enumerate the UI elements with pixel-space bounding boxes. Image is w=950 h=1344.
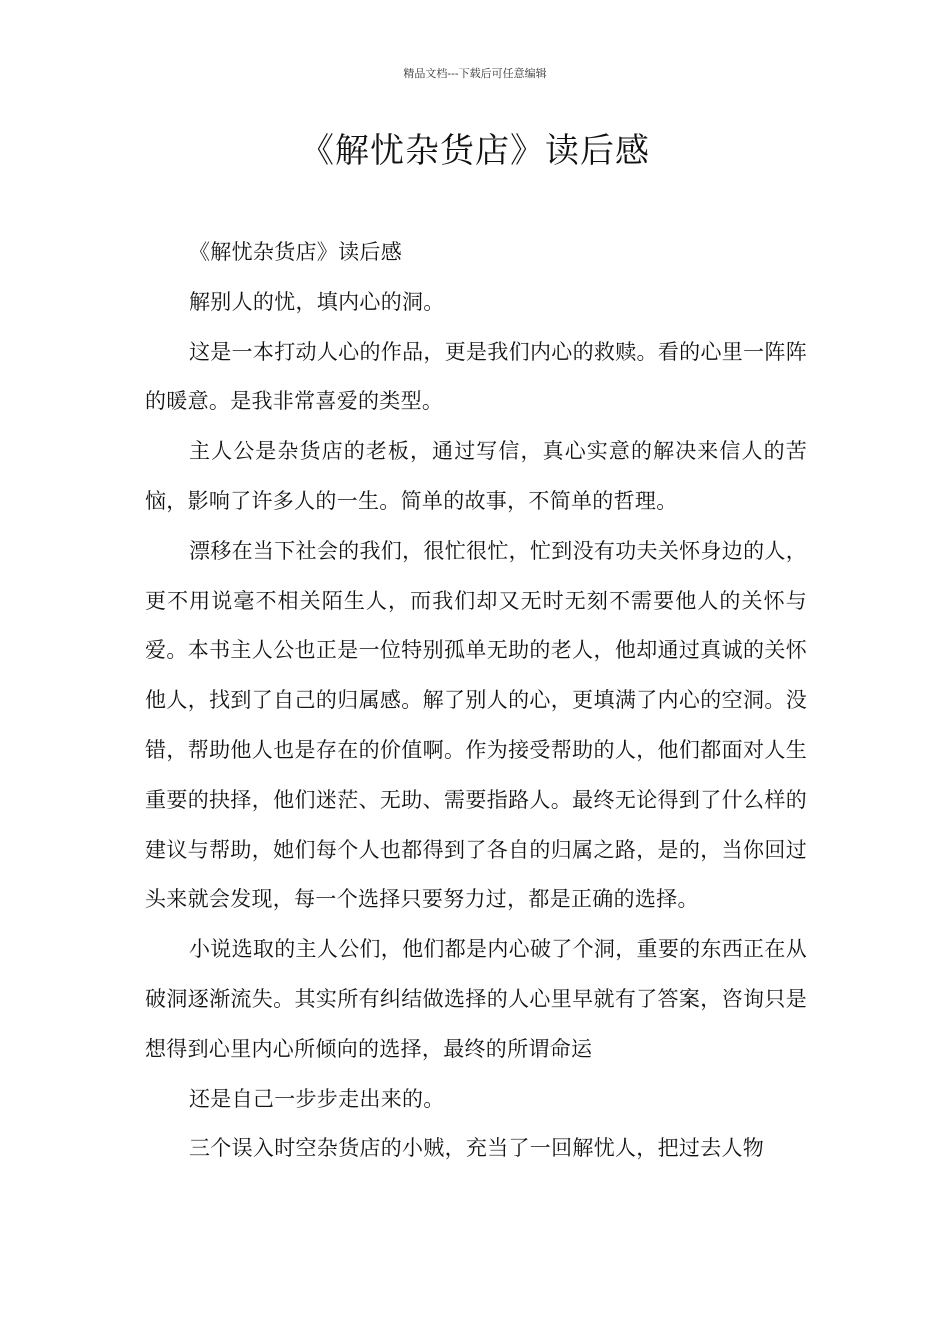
- paragraph: 这是一本打动人心的作品，更是我们内心的救赎。看的心里一阵阵的暖意。是我非常喜爱的类型。: [145, 339, 807, 414]
- document-title: 《解忧杂货店》读后感: [300, 131, 650, 171]
- paragraph-subtitle: 《解忧杂货店》读后感: [189, 240, 402, 264]
- paragraph: 小说选取的主人公们，他们都是内心破了个洞，重要的东西正在从破洞逐渐流失。其实所有纠结做选择的人心里早就有了答案，咨询只是想得到心里内心所倾向的选择，最终的所谓命运: [145, 937, 807, 1061]
- header-note: 精品文档---下载后可任意编辑: [403, 67, 547, 80]
- document-body: [145, 228, 807, 1174]
- paragraph: 三个误入时空杂货店的小贼，充当了一回解忧人，把过去人物: [189, 1136, 765, 1161]
- paragraph: 解别人的忧，填内心的洞。: [189, 289, 445, 314]
- paragraph: 主人公是杂货店的老板，通过写信，真心实意的解决来信人的苦恼，影响了许多人的一生。简单的故事，不简单的哲理。: [145, 439, 807, 513]
- paragraph: 漂移在当下社会的我们，很忙很忙，忙到没有功夫关怀身边的人，更不用说毫不相关陌生人，而我们却又无时无刻不需要他人的关怀与爱。本书主人公也正是一位特别孤单无助的老人，他却通过真诚的关怀他人，找到了自己的归属感。解了别人的心，更填满了内心的空洞。没错，帮助他人也是存在的价值啊。作为接受帮助的人，他们都面对人生重要的抉择，他们迷茫、无助、需要指路人。最终无论得到了什么样的建议与帮助，她们每个人也都得到了各自的归属之路，是的，当你回过头来就会发现，每一个选择只要努力过，都是正确的选择。: [145, 538, 807, 912]
- paragraph: 还是自己一步步走出来的。: [189, 1086, 445, 1111]
